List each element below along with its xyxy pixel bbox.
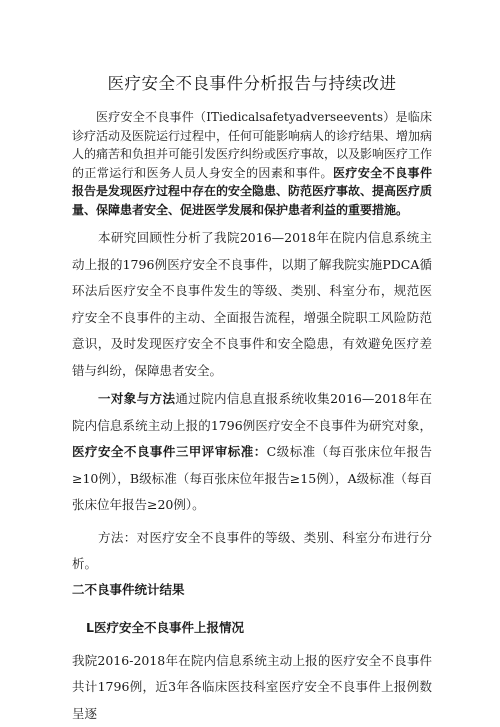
method-line: 方法：对医疗安全不良事件的等级、类别、科室分布进行分析。 bbox=[72, 525, 432, 578]
intro-text: 医疗安全不良事件（ITiedicalsafetyadverseevents）是临床诊疗活动及医院运行过程中，任何可能影响病人的诊疗结果、增加病人的痛苦和负担并可能引发医疗纠纷或医疗事故，以及影响医疗工作的正常运行和医务人员人身安全的因素和事件。 bbox=[72, 110, 432, 180]
intro-paragraph bbox=[72, 108, 432, 219]
result-paragraph: 我院2016-2018年在院内信息系统主动上报的医疗安全不良事件共计1796例，近3年各临床医技科室医疗安全不良事件上报例数呈逐 bbox=[72, 648, 432, 727]
study-paragraph: 本研究回顾性分析了我院2016—2018年在院内信息系统主动上报的1796例医疗安全不良事件，以期了解我院实施PDCA循环法后医疗安全不良事件发生的等级、类别、科室分布，规范医疗安全不良事件的主动、全面报告流程，增强全院职工风险防范意识，及时发现医疗安全不良事件和安全隐患，有效避免医疗差错与纠纷，保障患者安全。 bbox=[72, 225, 432, 384]
methods-text: 通过院内信息直报系统收集2016—2018年在院内信息系统主动上报的1796例医疗安全不良事件为研究对象， bbox=[72, 391, 432, 433]
standard-label: 医疗安全不良事件三甲评审标准： bbox=[72, 444, 267, 459]
document-title: 医疗安全不良事件分析报告与持续改进 bbox=[72, 70, 432, 94]
subsection-heading: L医疗安全不良事件上报情况 bbox=[72, 616, 432, 640]
section-heading: 二不良事件统计结果 bbox=[72, 578, 432, 602]
methods-paragraph bbox=[72, 386, 432, 519]
intro-emphasis: 医疗安全不良事件报告是发现医疗过程中存在的安全隐患、防范医疗事故、提高医疗质量、保障患者安全、促进医学发展和保护患者利益的重要措施。 bbox=[72, 166, 432, 217]
methods-label: 一对象与方法 bbox=[98, 391, 175, 406]
standard-text: C级标准（每百张床位年报告≥10例），B级标准（每百张床位年报告≥15例），A级标准（每百张床位年报告≥20例）。 bbox=[72, 444, 432, 512]
